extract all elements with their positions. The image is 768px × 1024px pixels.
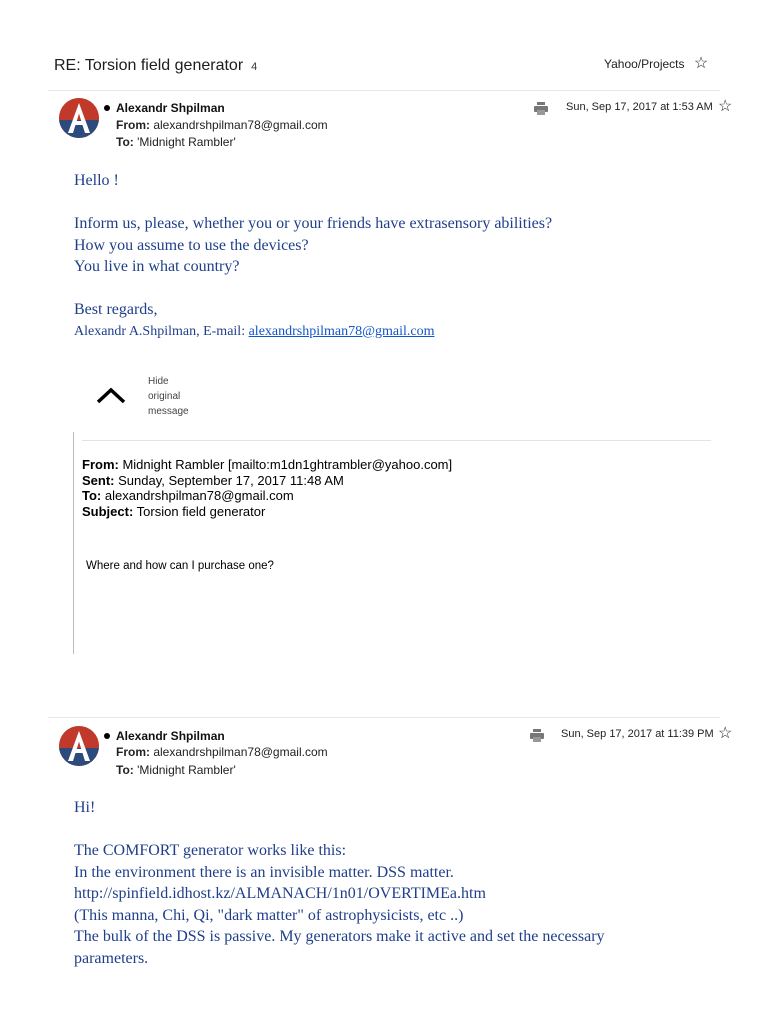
from-address[interactable]: alexandrshpilman78@gmail.com bbox=[153, 745, 328, 759]
body-line: (This manna, Chi, Qi, "dark matter" of astrophysicists, etc ..) bbox=[74, 906, 464, 924]
body-line: Hello ! bbox=[74, 172, 119, 189]
quoted-subject-value: Torsion field generator bbox=[133, 503, 266, 519]
body-line: Hi! bbox=[74, 799, 96, 816]
to-address: 'Midnight Rambler' bbox=[137, 135, 236, 149]
body-link[interactable]: http://spinfield.idhost.kz/ALMANACH/1n01/OVERTIMEa.htm bbox=[74, 885, 486, 902]
star-outline-icon[interactable]: ☆ bbox=[718, 725, 733, 742]
hide-label-line: Hide bbox=[148, 376, 169, 387]
body-line: You live in what country? bbox=[74, 258, 240, 275]
star-outline-icon[interactable]: ☆ bbox=[693, 55, 709, 72]
sender-name[interactable]: Alexandr Shpilman bbox=[116, 101, 225, 115]
chevron-up-icon[interactable] bbox=[96, 386, 126, 404]
sender-name[interactable]: Alexandr Shpilman bbox=[116, 729, 225, 743]
message-body bbox=[74, 170, 552, 342]
print-icon[interactable] bbox=[534, 102, 548, 115]
quoted-sent-value: Sunday, September 17, 2017 11:48 AM bbox=[114, 472, 344, 488]
to-label: To: bbox=[116, 763, 134, 777]
folder-name: Yahoo/Projects bbox=[604, 57, 685, 71]
quoted-body: Where and how can I purchase one? bbox=[86, 560, 274, 572]
from-label: From: bbox=[116, 118, 150, 132]
message-body bbox=[74, 797, 605, 969]
avatar[interactable] bbox=[59, 726, 99, 766]
signature-text: Alexandr A.Shpilman, E-mail: bbox=[74, 323, 249, 339]
star-outline-icon[interactable]: ☆ bbox=[718, 98, 733, 115]
quoted-sent-line bbox=[82, 473, 452, 489]
folder-label[interactable] bbox=[604, 56, 708, 72]
quoted-to-value: alexandrshpilman78@gmail.com bbox=[101, 488, 294, 503]
signature-line bbox=[74, 321, 552, 343]
quoted-to-line bbox=[82, 488, 452, 504]
to-line bbox=[116, 135, 236, 149]
quoted-from-line bbox=[82, 457, 452, 473]
body-line: parameters. bbox=[74, 949, 149, 967]
to-label: To: bbox=[116, 135, 134, 149]
quote-bar bbox=[73, 432, 74, 654]
from-line bbox=[116, 745, 328, 759]
quoted-from-label: From: bbox=[82, 457, 119, 472]
hide-label-line: original bbox=[148, 391, 181, 402]
body-line: The bulk of the DSS is passive. My generators make it active and set the necessary bbox=[74, 928, 605, 945]
to-address: 'Midnight Rambler' bbox=[137, 763, 236, 777]
avatar[interactable] bbox=[59, 98, 99, 138]
print-icon[interactable] bbox=[530, 729, 544, 742]
quoted-subject-line bbox=[82, 504, 452, 520]
avatar-a-logo bbox=[59, 726, 99, 766]
from-line bbox=[116, 118, 328, 132]
quoted-to-label: To: bbox=[82, 488, 102, 503]
message-divider bbox=[48, 717, 720, 718]
unread-dot bbox=[104, 105, 110, 111]
message-date: Sun, Sep 17, 2017 at 1:53 AM bbox=[566, 101, 713, 113]
body-line: Inform us, please, whether you or your friends have extrasensory abilities? bbox=[74, 215, 553, 232]
quote-divider bbox=[82, 440, 711, 441]
body-line: In the environment there is an invisible matter. DSS matter. bbox=[74, 863, 454, 881]
body-line: Best regards, bbox=[74, 301, 158, 318]
subject-text: RE: Torsion field generator bbox=[54, 57, 244, 74]
to-line bbox=[116, 763, 236, 777]
avatar-a-logo bbox=[59, 98, 99, 138]
thread-subject bbox=[54, 57, 257, 75]
body-line: How you assume to use the devices? bbox=[74, 236, 309, 254]
from-address[interactable]: alexandrshpilman78@gmail.com bbox=[153, 118, 328, 132]
signature-email-link[interactable]: alexandrshpilman78@gmail.com bbox=[248, 323, 435, 339]
quoted-sent-label: Sent: bbox=[82, 472, 115, 488]
quoted-header bbox=[82, 457, 452, 519]
quoted-from-value: Midnight Rambler [mailto:m1dn1ghtrambler@yahoo.com] bbox=[118, 457, 453, 472]
hide-label-line: message bbox=[148, 406, 189, 417]
quoted-subject-label: Subject: bbox=[82, 503, 134, 519]
hide-original-toggle[interactable] bbox=[148, 374, 189, 419]
body-line: The COMFORT generator works like this: bbox=[74, 842, 347, 859]
unread-dot bbox=[104, 733, 110, 739]
message-divider bbox=[48, 90, 720, 91]
message-count: 4 bbox=[251, 61, 258, 73]
message-date: Sun, Sep 17, 2017 at 11:39 PM bbox=[561, 728, 714, 740]
from-label: From: bbox=[116, 745, 150, 759]
